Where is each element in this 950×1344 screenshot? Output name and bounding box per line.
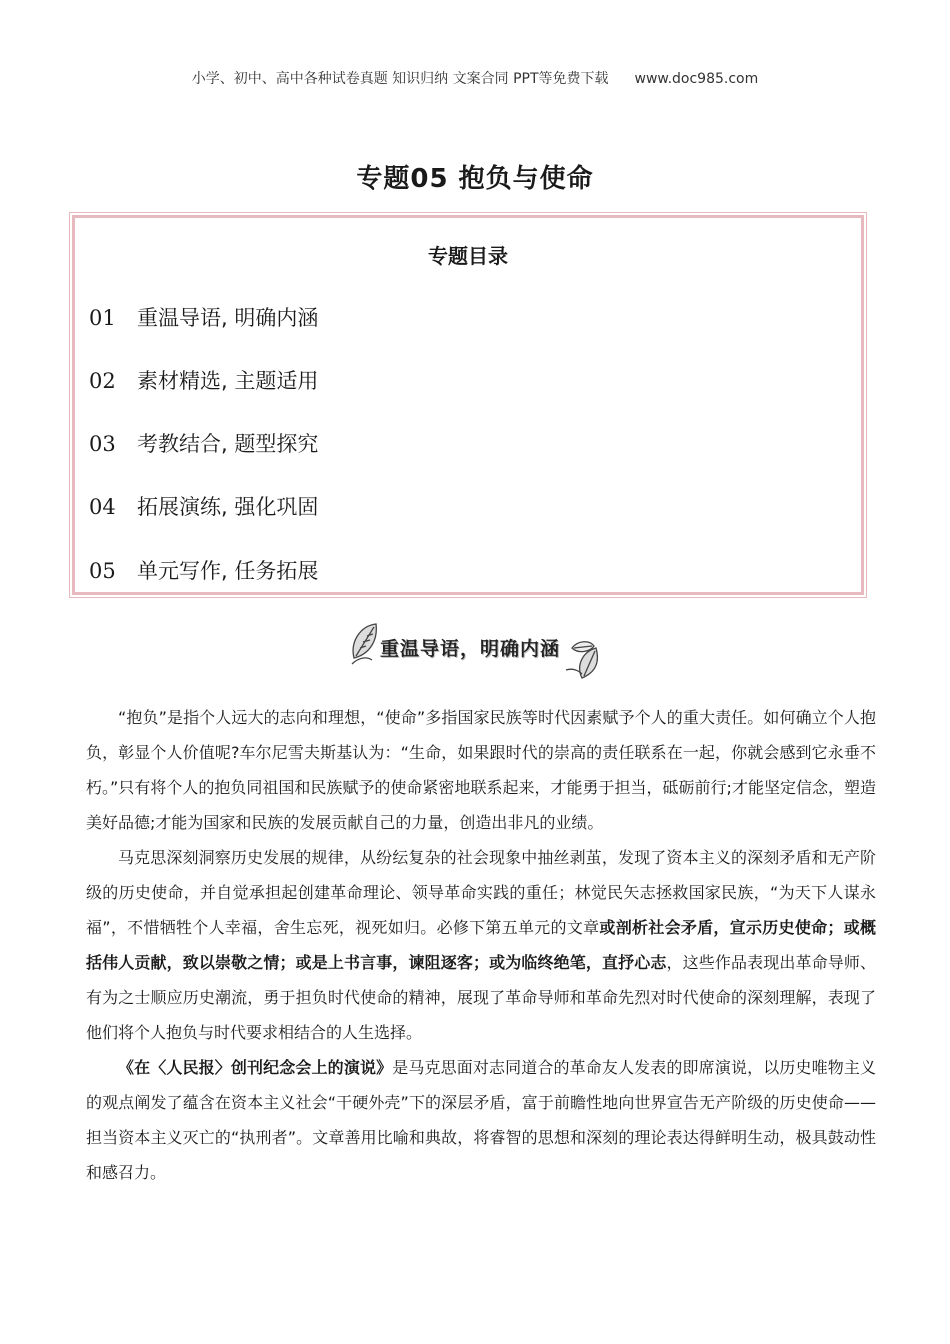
toc-item-label: 拓展演练, 强化巩固 (137, 495, 319, 519)
paragraph-bold-text: 《在〈人民报〉创刊纪念会上的演说》 (118, 1058, 393, 1077)
toc-heading: 专题目录 (428, 244, 508, 268)
toc-item (89, 302, 318, 332)
toc-item-label: 素材精选, 主题适用 (137, 369, 319, 393)
paragraph: “抱负”是指个人远大的志向和理想，“使命”多指国家民族等时代因素赋予个人的重大责任。如何确立个人抱负，彰显个人价值呢?车尔尼雪夫斯基认为：“生命，如果跟时代的崇高的责任联系在一起，你就会感到它永垂不朽。”只有将个人的抱负同祖国和民族赋予的使命紧密地联系起来，才能勇于担当，砥砺前行;才能坚定信念，塑造美好品德;才能为国家和民族的发展贡献自己的力量，创造出非凡的业绩。 (86, 708, 876, 832)
toc-item (89, 555, 318, 585)
toc-item-number: 03 (89, 432, 116, 456)
page-title: 专题05 抱负与使命 (356, 164, 594, 194)
toc-box (72, 215, 864, 595)
paragraph-text: 是马克思面对志同道合的革命友人发表的即席演说，以历史唯物主义的观点阐发了蕴含在资本主义社会“干硬外壳”下的深层矛盾，富于前瞻性地向世界宣告无产阶级的历史使命——担当资本主义灭亡的“执刑者”。文章善用比喻和典故，将睿智的思想和深刻的理论表达得鲜明生动，极具鼓动性和感召力。 (86, 1058, 876, 1182)
banner-title: 重温导语，明确内涵 (380, 638, 561, 660)
toc-item-number: 02 (89, 369, 116, 393)
toc-item-label: 单元写作, 任务拓展 (137, 559, 319, 583)
paragraph-text: 马克思深刻洞察历史发展的规律，从纷纭复杂的社会现象中抽丝剥茧，发现了资本主义的深刻矛盾和无产阶级的历史使命，并自觉承担起创建革命理论、领导革命实践的重任；林觉民矢志拯救国家民族，“为天下人谋永福”，不惜牺牲个人幸福，舍生忘死，视死如归。必修下第五单元的文章 (86, 848, 876, 937)
section-banner (346, 618, 608, 680)
toc-item-number: 01 (89, 306, 116, 330)
page-header (0, 68, 950, 88)
paragraph-text: ，这些作品表现出革命导师、有为之士顺应历史潮流，勇于担负时代使命的精神，展现了革命导师和革命先烈对时代使命的深刻理解，表现了他们将个人抱负与时代要求相结合的人生选择。 (86, 953, 876, 1042)
toc-item-label: 考教结合, 题型探究 (137, 432, 319, 456)
toc-item (89, 491, 318, 521)
toc-item-number: 04 (89, 495, 116, 519)
paragraph (86, 840, 876, 1050)
header-text: 小学、初中、高中各种试卷真题 知识归纳 文案合同 PPT等免费下载 (191, 71, 609, 87)
paragraph (86, 1050, 876, 1190)
toc-item (89, 428, 318, 458)
toc-item-label: 重温导语, 明确内涵 (137, 306, 319, 330)
toc-item (89, 365, 318, 395)
header-site-link[interactable]: www.doc985.com (634, 71, 759, 87)
article-body (86, 700, 876, 1190)
toc-item-number: 05 (89, 559, 116, 583)
paragraph-bold-text: 或剖析社会矛盾，宣示历史使命；或概括伟人贡献，致以崇敬之情；或是上书言事，谏阻逐客；或为临终绝笔，直抒心志 (86, 918, 876, 972)
